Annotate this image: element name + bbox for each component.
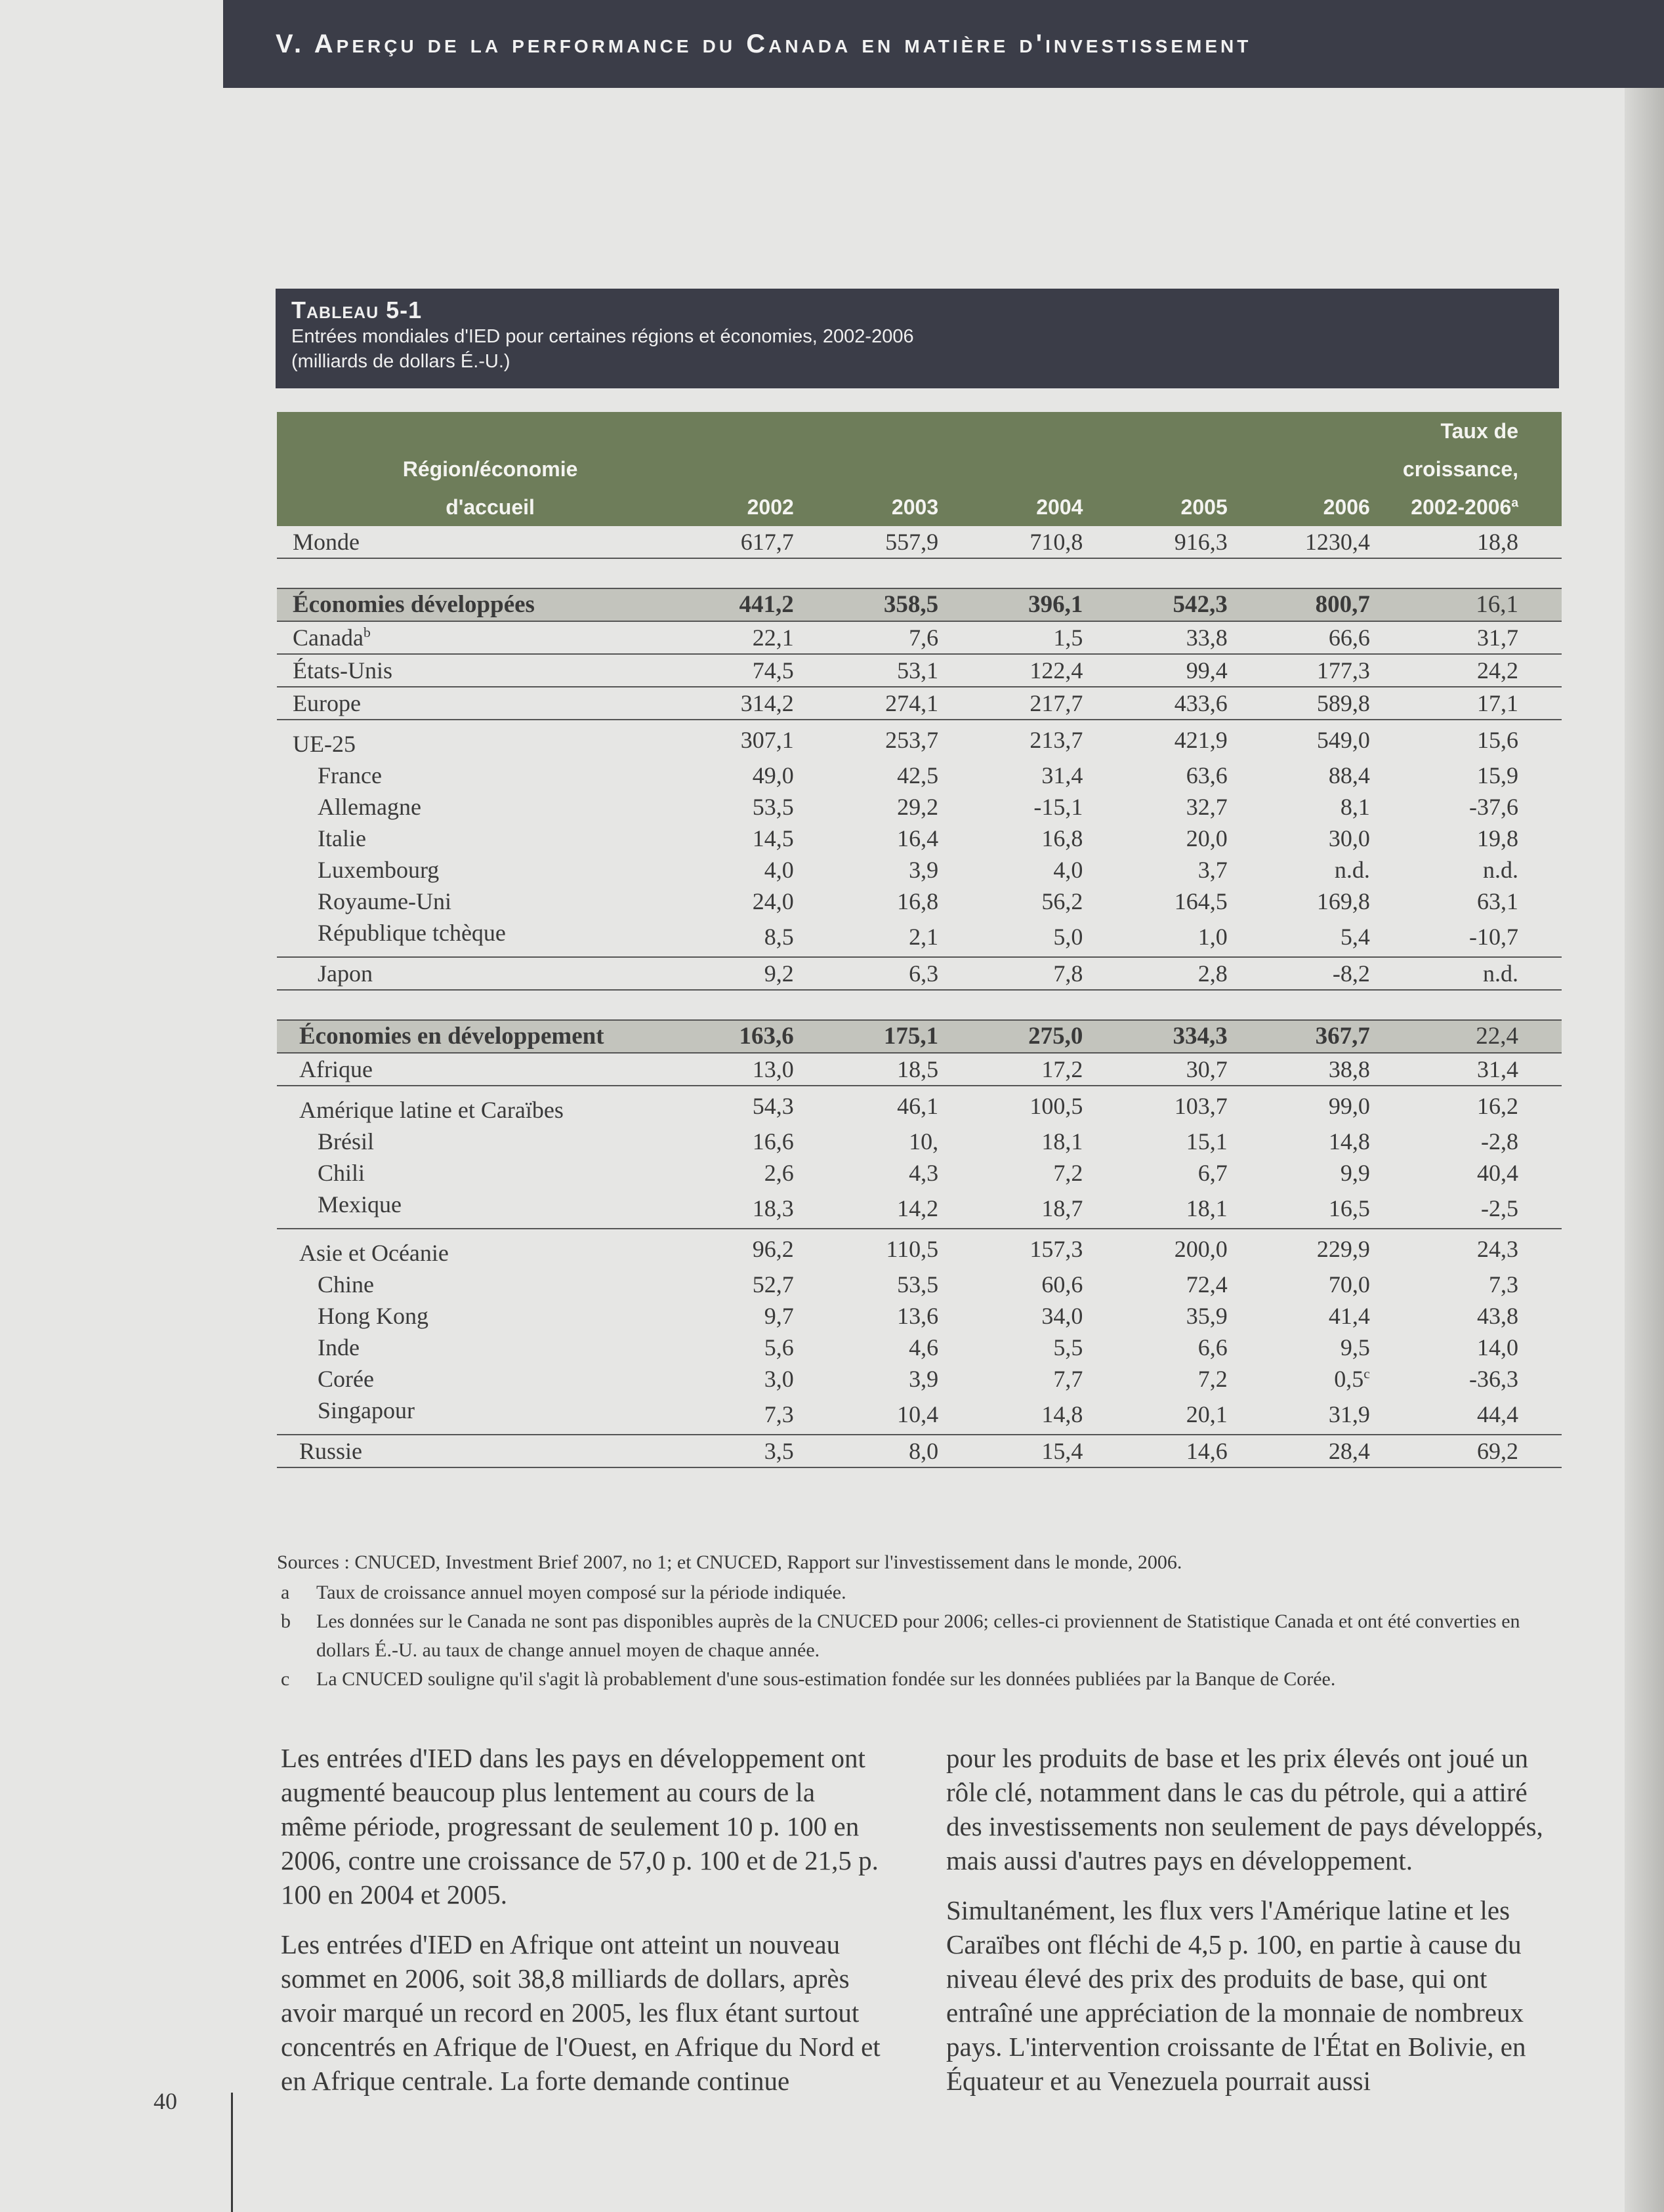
cell-2002: 9,2 (668, 957, 823, 990)
table-header-row-3 (277, 488, 1562, 526)
cell-2003: 557,9 (823, 526, 967, 558)
col-2006: 2006 (1257, 488, 1399, 526)
table-caption-line1: Entrées mondiales d'IED pour certaines régions et économies, 2002-2006 (291, 326, 914, 347)
page-number: 40 (154, 2088, 177, 2114)
footnote-marker-b: b (363, 625, 371, 640)
table-row-republique-tcheque (277, 917, 1562, 957)
cell-2005: 14,6 (1112, 1435, 1256, 1467)
cell-growth: -37,6 (1469, 794, 1518, 820)
cell-2004: 122,4 (967, 654, 1112, 687)
cell-2003: 14,2 (823, 1189, 967, 1229)
cell-growth: 16,2 (1477, 1093, 1518, 1119)
cell-2006: 31,9 (1257, 1395, 1399, 1435)
row-label-text: Canada (293, 625, 364, 651)
cell-2003: 6,3 (823, 957, 967, 990)
table-caption-line2: (milliards de dollars É.-U.) (291, 351, 510, 372)
table-row-monde (277, 526, 1562, 558)
cell-growth: 31,7 (1399, 621, 1562, 654)
row-label: Japon (277, 957, 668, 990)
cell-2002: 441,2 (668, 588, 823, 621)
chapter-title: V. Aperçu de la performance du Canada en matière d'investissement (276, 29, 1252, 58)
table-row-economies-en-developpement (277, 1020, 1562, 1053)
table-row-allemagne (277, 791, 1562, 823)
cell-2005: 200,0 (1174, 1236, 1228, 1262)
cell-growth: 18,8 (1399, 526, 1562, 558)
row-label: Russie (277, 1435, 668, 1467)
cell-2004: 16,8 (1041, 825, 1083, 851)
cell-2005: 421,9 (1174, 727, 1228, 753)
table-spacer (277, 558, 1562, 588)
cell-growth: 19,8 (1477, 825, 1518, 851)
cell-2004: 4,0 (1053, 857, 1083, 883)
cell-2004: 710,8 (967, 526, 1112, 558)
table-notes (277, 1548, 1563, 1694)
cell-2002: 8,5 (668, 917, 823, 957)
cell-2003: 4,6 (909, 1334, 939, 1361)
cell-2002: 13,0 (668, 1053, 823, 1086)
table-row-chine (277, 1269, 1562, 1300)
footnote-marker-c: c (1363, 1366, 1370, 1382)
cell-growth: 15,6 (1477, 727, 1518, 753)
cell-2004: 7,8 (967, 957, 1112, 990)
cell-2005: 32,7 (1186, 794, 1228, 820)
cell-growth: n.d. (1483, 857, 1518, 883)
cell-growth: -36,3 (1469, 1366, 1518, 1392)
cell-2003: 10, (909, 1128, 939, 1155)
cell-2005: 20,0 (1186, 825, 1228, 851)
table-row-amerique-latine (277, 1086, 1562, 1126)
row-label: Inde (318, 1334, 360, 1361)
cell-2006: 30,0 (1328, 825, 1370, 851)
row-label: UE-25 (293, 731, 356, 757)
cell-2002: 96,2 (752, 1236, 794, 1262)
cell-2003: 46,1 (897, 1093, 939, 1119)
table-row-bresil (277, 1126, 1562, 1157)
cell-2002: 54,3 (752, 1093, 794, 1119)
row-label: Europe (277, 687, 668, 720)
table-header-row-1 (277, 412, 1562, 450)
body-paragraph: Les entrées d'IED dans les pays en développement ont augmenté beaucoup plus lentement au cours de la même période, progressant de seulement 10 p. 100 en 2006, contre une croissance de 57,0 p. 100 et de 21,5 p. 100 en 2004 et 2005. (281, 1743, 879, 1910)
col-2004: 2004 (967, 488, 1112, 526)
cell-2002: 74,5 (668, 654, 823, 687)
cell-growth: 7,3 (1489, 1271, 1518, 1298)
cell-2005: 542,3 (1112, 588, 1256, 621)
row-label: Asie et Océanie (299, 1240, 449, 1266)
row-label: États-Unis (277, 654, 668, 687)
row-label: France (318, 762, 382, 789)
cell-2002: 53,5 (752, 794, 794, 820)
cell-2006: 14,8 (1328, 1128, 1370, 1155)
row-label: Italie (318, 825, 366, 851)
body-paragraph: pour les produits de base et les prix élevés ont joué un rôle clé, notamment dans le cas du pétrole, qui a attiré des investissements non seulement de pays développés, mais aussi d'autres pays en développement. (946, 1743, 1543, 1875)
cell-2002: 4,0 (764, 857, 794, 883)
cell-2003: 29,2 (897, 794, 939, 820)
row-label: Économies en développement (277, 1020, 668, 1053)
cell-2003: 53,5 (897, 1271, 939, 1298)
cell-2002: 7,3 (668, 1395, 823, 1435)
cell-2005: 6,6 (1197, 1334, 1228, 1361)
row-label: Afrique (277, 1053, 668, 1086)
cell-2005: 916,3 (1112, 526, 1256, 558)
table-row-coree (277, 1363, 1562, 1395)
cell-2003: 175,1 (823, 1020, 967, 1053)
table-row-ue25 (277, 720, 1562, 760)
cell-2002: 49,0 (752, 762, 794, 789)
cell-2004: 275,0 (967, 1020, 1112, 1053)
cell-2003: 3,9 (909, 1366, 939, 1392)
cell-2006: 38,8 (1257, 1053, 1399, 1086)
cell-2004: 56,2 (1041, 888, 1083, 914)
table-spacer (277, 990, 1562, 1020)
col-2002: 2002 (668, 488, 823, 526)
cell-2004: 213,7 (1030, 727, 1083, 753)
cell-2005: 6,7 (1197, 1160, 1228, 1186)
col-growth-l3 (1399, 488, 1562, 526)
col-region-l2: d'accueil (277, 488, 668, 526)
cell-2004: 18,1 (1041, 1128, 1083, 1155)
cell-growth: -2,8 (1481, 1128, 1518, 1155)
cell-2002: 9,7 (764, 1303, 794, 1329)
cell-growth: 17,1 (1399, 687, 1562, 720)
cell-2005: 7,2 (1197, 1366, 1228, 1392)
cell-2003: 274,1 (823, 687, 967, 720)
cell-2006: 9,5 (1340, 1334, 1370, 1361)
body-column-left (281, 1741, 884, 2114)
cell-growth: n.d. (1399, 957, 1562, 990)
table-header-row-2 (277, 450, 1562, 488)
table-row-canada (277, 621, 1562, 654)
cell-growth: 24,3 (1477, 1236, 1518, 1262)
cell-2002: 617,7 (668, 526, 823, 558)
cell-2004: 157,3 (1030, 1236, 1083, 1262)
table-row-inde (277, 1332, 1562, 1363)
col-region-l1: Région/économie (277, 450, 668, 488)
col-2003: 2003 (823, 488, 967, 526)
cell-2004: 5,5 (1053, 1334, 1083, 1361)
cell-2003: 16,4 (897, 825, 939, 851)
table-row-europe (277, 687, 1562, 720)
cell-2002: 52,7 (752, 1271, 794, 1298)
table-row-japon (277, 957, 1562, 990)
table-row-afrique (277, 1053, 1562, 1086)
table-label: Tableau 5-1 (291, 297, 423, 323)
col-growth-l3-text: 2002-2006 (1411, 495, 1512, 519)
row-label: Hong Kong (318, 1303, 428, 1329)
cell-2004: 31,4 (1041, 762, 1083, 789)
cell-2006: 70,0 (1328, 1271, 1370, 1298)
cell-2005: 99,4 (1112, 654, 1256, 687)
cell-2005: 35,9 (1186, 1303, 1228, 1329)
footnote-b (277, 1607, 1563, 1665)
cell-2002: 5,6 (764, 1334, 794, 1361)
cell-2004: 1,5 (967, 621, 1112, 654)
cell-2006: 169,8 (1316, 888, 1370, 914)
cell-2003: 10,4 (823, 1395, 967, 1435)
cell-2004: 7,2 (1053, 1160, 1083, 1186)
cell-2002: 24,0 (752, 888, 794, 914)
cell-2005: 103,7 (1174, 1093, 1228, 1119)
cell-2003: 358,5 (823, 588, 967, 621)
table-row-chili (277, 1157, 1562, 1189)
table-row-luxembourg (277, 854, 1562, 886)
cell-2005: 1,0 (1112, 917, 1256, 957)
row-label: République tchèque (277, 917, 668, 957)
cell-2005: 433,6 (1112, 687, 1256, 720)
cell-2006: 367,7 (1257, 1020, 1399, 1053)
table-row-russie (277, 1435, 1562, 1467)
body-paragraph: Simultanément, les flux vers l'Amérique latine et les Caraïbes ont fléchi de 4,5 p. 100, en partie à cause du niveau élevé des prix des produits de base, qui ont entraîné une appréciation de la monnaie de nombreux pays. L'intervention croissante de l'État en Bolivie, en Équateur et au Venezuela pourrait aussi (946, 1895, 1526, 2096)
col-growth-l1: Taux de (1399, 412, 1562, 450)
cell-2004: 217,7 (967, 687, 1112, 720)
cell-2002: 22,1 (668, 621, 823, 654)
page-edge-shadow (1625, 0, 1664, 2212)
cell-2002: 307,1 (740, 727, 794, 753)
cell-2006-text: 0,5 (1334, 1366, 1364, 1392)
cell-growth: 44,4 (1399, 1395, 1562, 1435)
col-growth-l2: croissance, (1399, 450, 1562, 488)
table-row-etats-unis (277, 654, 1562, 687)
table-row-singapour (277, 1395, 1562, 1435)
cell-2006: -8,2 (1257, 957, 1399, 990)
cell-2005: 164,5 (1174, 888, 1228, 914)
body-column-right (946, 1741, 1563, 2114)
footnote-c-text: La CNUCED souligne qu'il s'agit là probablement d'une sous-estimation fondée sur les données publiées par la Banque de Corée. (316, 1668, 1336, 1690)
row-label (277, 621, 668, 654)
footnote-a-key: a (281, 1582, 290, 1603)
cell-2005: 63,6 (1186, 762, 1228, 789)
row-label: Amérique latine et Caraïbes (299, 1097, 564, 1123)
cell-2006: 88,4 (1328, 762, 1370, 789)
cell-2005: 2,8 (1112, 957, 1256, 990)
cell-growth: -10,7 (1399, 917, 1562, 957)
cell-2002: 163,6 (668, 1020, 823, 1053)
cell-2006: 16,5 (1257, 1189, 1399, 1229)
cell-2006: 66,6 (1257, 621, 1399, 654)
cell-2005: 3,7 (1197, 857, 1228, 883)
cell-2004: 5,0 (967, 917, 1112, 957)
cell-growth: 31,4 (1399, 1053, 1562, 1086)
table-row-hong-kong (277, 1300, 1562, 1332)
footnote-b-key: b (281, 1610, 291, 1632)
cell-growth: 15,9 (1477, 762, 1518, 789)
cell-2006: 589,8 (1257, 687, 1399, 720)
table-row-economies-developpees (277, 588, 1562, 621)
cell-2005: 334,3 (1112, 1020, 1256, 1053)
cell-2003: 8,0 (823, 1435, 967, 1467)
cell-2003: 4,3 (909, 1160, 939, 1186)
cell-2004: 7,7 (1053, 1366, 1083, 1392)
cell-2006: 41,4 (1328, 1303, 1370, 1329)
footnote-a (277, 1578, 1563, 1607)
row-label: Chine (318, 1271, 374, 1298)
cell-2006: 1230,4 (1257, 526, 1399, 558)
cell-2002: 18,3 (668, 1189, 823, 1229)
row-label: Mexique (277, 1189, 668, 1229)
cell-2006: 549,0 (1316, 727, 1370, 753)
cell-2002: 2,6 (764, 1160, 794, 1186)
cell-2006: 5,4 (1257, 917, 1399, 957)
table-row-mexique (277, 1189, 1562, 1229)
cell-growth: 69,2 (1399, 1435, 1562, 1467)
cell-2002: 14,5 (752, 825, 794, 851)
row-label: Singapour (277, 1395, 668, 1435)
cell-growth: -2,5 (1399, 1189, 1562, 1229)
cell-2004: 34,0 (1041, 1303, 1083, 1329)
cell-growth: 14,0 (1477, 1334, 1518, 1361)
cell-growth: 40,4 (1477, 1160, 1518, 1186)
table-row-royaume-uni (277, 886, 1562, 917)
table-title-box (276, 289, 1559, 388)
footnote-a-text: Taux de croissance annuel moyen composé sur la période indiquée. (316, 1582, 846, 1603)
footnote-marker-a: a (1511, 496, 1518, 510)
cell-2003: 2,1 (823, 917, 967, 957)
table-row-asie-oceanie (277, 1229, 1562, 1269)
cell-growth: 22,4 (1399, 1020, 1562, 1053)
cell-2003: 7,6 (823, 621, 967, 654)
cell-2003: 18,5 (823, 1053, 967, 1086)
sources-note: Sources : CNUCED, Investment Brief 2007, no 1; et CNUCED, Rapport sur l'investissement dans le monde, 2006. (277, 1551, 1182, 1573)
row-label: Monde (277, 526, 668, 558)
cell-2006: 177,3 (1257, 654, 1399, 687)
cell-2002: 3,5 (668, 1435, 823, 1467)
cell-growth: 43,8 (1477, 1303, 1518, 1329)
cell-2006: 800,7 (1257, 588, 1399, 621)
cell-2003: 16,8 (897, 888, 939, 914)
body-paragraph: Les entrées d'IED en Afrique ont atteint un nouveau sommet en 2006, soit 38,8 milliards de dollars, après avoir marqué un record en 2005, les flux étant surtout concentrés en Afrique de l'Ouest, en Afrique du Nord et en Afrique centrale. La forte demande continue (281, 1929, 881, 2096)
row-label: Luxembourg (318, 857, 440, 883)
row-label: Corée (318, 1366, 374, 1392)
row-label: Chili (318, 1160, 365, 1186)
footnote-c (277, 1665, 1563, 1694)
cell-2004: 100,5 (1030, 1093, 1083, 1119)
cell-2006: n.d. (1334, 857, 1370, 883)
footnote-c-key: c (281, 1668, 290, 1690)
cell-growth: 24,2 (1399, 654, 1562, 687)
cell-2006: 28,4 (1257, 1435, 1399, 1467)
cell-2002: 3,0 (764, 1366, 794, 1392)
table-row-italie (277, 823, 1562, 854)
row-label: Royaume-Uni (318, 888, 451, 914)
cell-2003: 42,5 (897, 762, 939, 789)
cell-2002: 314,2 (668, 687, 823, 720)
cell-2004: -15,1 (1033, 794, 1083, 820)
cell-2003: 13,6 (897, 1303, 939, 1329)
margin-rule (231, 2093, 233, 2212)
table-row-france (277, 760, 1562, 791)
cell-2005: 15,1 (1186, 1128, 1228, 1155)
row-label: Brésil (318, 1128, 374, 1155)
cell-2006: 229,9 (1316, 1236, 1370, 1262)
cell-2003: 110,5 (886, 1236, 939, 1262)
cell-2004: 15,4 (967, 1435, 1112, 1467)
cell-2005: 33,8 (1112, 621, 1256, 654)
footnote-b-text: Les données sur le Canada ne sont pas disponibles auprès de la CNUCED pour 2006; celles-ci proviennent de Statistique Canada et ont été converties en dollars É.-U. au taux de change annuel moyen de chaque année. (316, 1610, 1520, 1661)
fdi-table (277, 412, 1562, 1468)
cell-2005: 20,1 (1112, 1395, 1256, 1435)
cell-2003: 3,9 (909, 857, 939, 883)
cell-2005: 30,7 (1112, 1053, 1256, 1086)
chapter-header (223, 0, 1664, 88)
cell-2004: 17,2 (967, 1053, 1112, 1086)
cell-2004: 18,7 (967, 1189, 1112, 1229)
cell-2006 (1257, 1363, 1399, 1395)
cell-2002: 16,6 (752, 1128, 794, 1155)
cell-2004: 60,6 (1041, 1271, 1083, 1298)
cell-growth: 16,1 (1399, 588, 1562, 621)
cell-2005: 18,1 (1112, 1189, 1256, 1229)
cell-2004: 396,1 (967, 588, 1112, 621)
cell-2003: 53,1 (823, 654, 967, 687)
cell-2005: 72,4 (1186, 1271, 1228, 1298)
cell-2003: 253,7 (885, 727, 939, 753)
cell-growth: 63,1 (1477, 888, 1518, 914)
row-label: Allemagne (318, 794, 421, 820)
cell-2006: 99,0 (1328, 1093, 1370, 1119)
col-2005: 2005 (1112, 488, 1256, 526)
cell-2004: 14,8 (967, 1395, 1112, 1435)
cell-2006: 8,1 (1340, 794, 1370, 820)
cell-2006: 9,9 (1340, 1160, 1370, 1186)
row-label: Économies développées (277, 588, 668, 621)
